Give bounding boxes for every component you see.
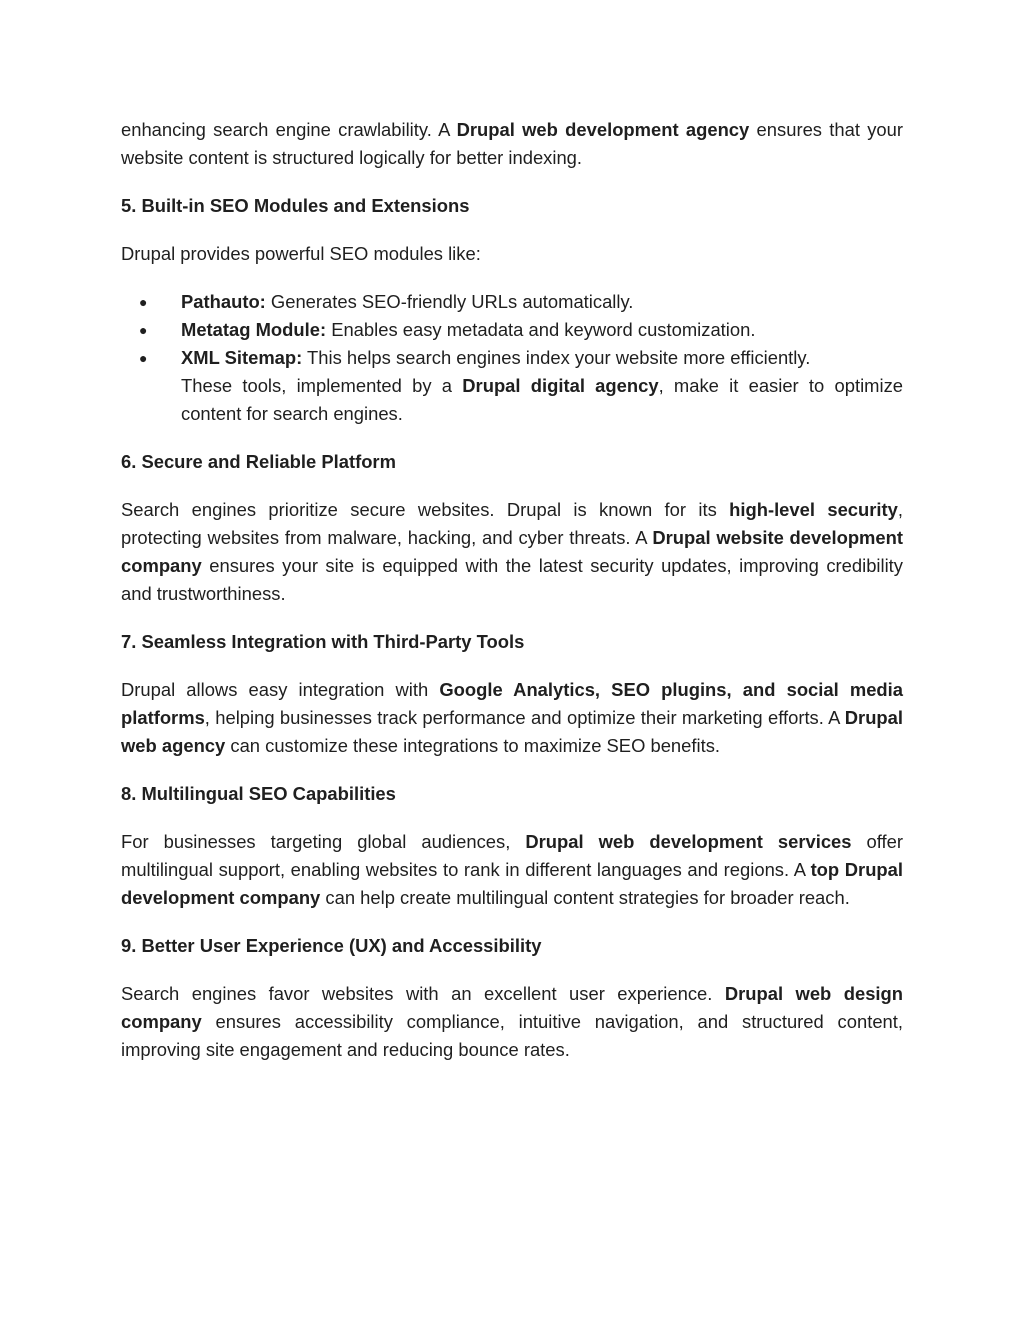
document-page	[121, 116, 903, 1064]
list-item	[121, 288, 903, 316]
seo-modules-list	[121, 288, 903, 428]
list-item-label: Pathauto:	[181, 291, 266, 312]
list-item	[121, 344, 903, 428]
section-8-paragraph	[121, 828, 903, 912]
intro-paragraph	[121, 116, 903, 172]
section-6-bold-1: high-level security	[729, 499, 898, 520]
list-follow-bold-1: Drupal digital agency	[462, 375, 659, 396]
bullet-icon: ●	[139, 350, 148, 366]
section-7-text-1: Drupal allows easy integration with	[121, 679, 440, 700]
list-item	[121, 316, 903, 344]
section-7-text-3: can customize these integrations to maximize SEO benefits.	[225, 735, 720, 756]
list-item-text: Enables easy metadata and keyword customization.	[326, 319, 756, 340]
section-8-bold-2: top Drupal development company	[121, 859, 904, 908]
list-follow-text-1: These tools, implemented by a	[181, 375, 463, 396]
section-8-bold-1: Drupal web development services	[525, 831, 852, 852]
intro-text-2: ensures that your website content is structured logically for better indexing.	[121, 119, 903, 168]
section-6-text-2: , protecting websites from malware, hacking, and cyber threats. A	[121, 499, 904, 548]
section-7-paragraph	[121, 676, 903, 760]
section-9-heading: 9. Better User Experience (UX) and Accessibility	[121, 935, 542, 956]
section-9-bold-1: Drupal web design company	[121, 983, 903, 1032]
list-item-label: Metatag Module:	[181, 319, 327, 340]
list-item-label: XML Sitemap:	[181, 347, 303, 368]
section-5-heading: 5. Built-in SEO Modules and Extensions	[121, 195, 470, 216]
section-7-heading: 7. Seamless Integration with Third-Party Tools	[121, 631, 525, 652]
list-item-text: This helps search engines index your website more efficiently.	[302, 347, 811, 368]
section-6-heading: 6. Secure and Reliable Platform	[121, 451, 396, 472]
list-follow-text-2: , make it easier to optimize content for search engines.	[181, 375, 904, 424]
bullet-icon: ●	[139, 322, 148, 338]
section-5-lead: Drupal provides powerful SEO modules like:	[121, 243, 481, 264]
bullet-icon: ●	[139, 294, 148, 310]
section-8-text-1: For businesses targeting global audiences,	[121, 831, 526, 852]
section-6-text-3: ensures your site is equipped with the latest security updates, improving credibility and trustworthiness.	[121, 555, 903, 604]
section-8-text-2: offer multilingual support, enabling websites to rank in different languages and regions. A	[121, 831, 904, 880]
section-6-bold-2: Drupal website development company	[121, 527, 903, 576]
section-9-text-1: Search engines favor websites with an excellent user experience.	[121, 983, 725, 1004]
section-7-bold-2: Drupal web agency	[121, 707, 903, 756]
section-8-heading: 8. Multilingual SEO Capabilities	[121, 783, 396, 804]
intro-bold-1: Drupal web development agency	[456, 119, 750, 140]
section-9-text-2: ensures accessibility compliance, intuitive navigation, and structured content, improving site engagement and reducing bounce rates.	[121, 1011, 903, 1060]
section-7-bold-1: Google Analytics, SEO plugins, and social media platforms	[121, 679, 904, 728]
section-7-text-2: , helping businesses track performance and optimize their marketing efforts. A	[204, 707, 845, 728]
list-item-text: Generates SEO-friendly URLs automatically.	[265, 291, 634, 312]
section-8-text-3: can help create multilingual content strategies for broader reach.	[320, 887, 850, 908]
section-6-paragraph	[121, 496, 903, 608]
section-6-text-1: Search engines prioritize secure websites. Drupal is known for its	[121, 499, 730, 520]
intro-text-1: enhancing search engine crawlability. A	[121, 119, 457, 140]
section-9-paragraph	[121, 980, 903, 1064]
